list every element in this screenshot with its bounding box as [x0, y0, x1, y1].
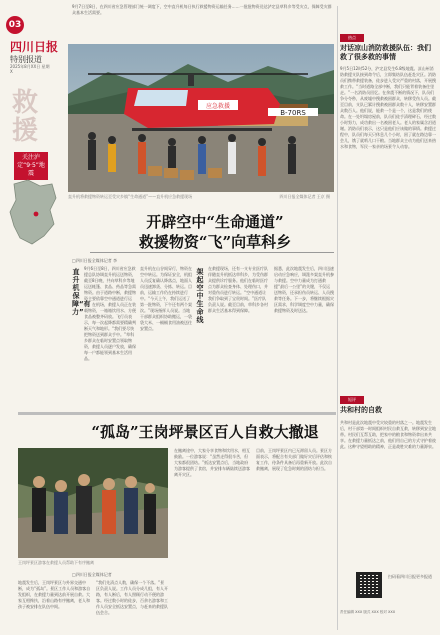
photo-caption: 直升机将救援物资转运至受灾乡镇“生命通道”——直升机应急救援现场	[68, 194, 193, 199]
right-article-text: 9月5日12时52分，泸定县发生6.8级地震。凉山州消防救援支队接到命令后，立即集结队伍赶赴灾区。消防员们携带救援装备，徒步进入受灾严重的村落，开展搜救工作。“当时道路全部中断，我们只能背着装备往里走。”一名消防员回忆。在余震不断的情况下，队员们争分夺秒，从废墟中搜救被困群众，转移受伤人员。截至目前，支队已累计搜救被困群众数十人，转移安置群众数百人。他们说，能救一个是一个，这是我们的使命。在一处坍塌房屋前，队员们徒手清理碎石，经过数小时努力，成功救出一名被困老人。老人的家属含泪道谢。消防员们表示，这只是他们应该做的事情。救援过程中，队员们每天只休息几个小时，困了就在路边靠一会儿，饿了就啃几口干粮。当地群众主动为他们送来热水和食物，军民一家亲的场景令人动容。	[340, 66, 436, 149]
article-column-4: 据悉，此次地震发生后，四川迅速启动应急响应，调派多架直升机参与救援。空中力量成为打通救援“最后一公里”的关键，不仅运送物资，还承担伤员转运、人员搜救等任务。下一步，将继续根据灾区需求，科学调度空中力量，确保救援物资及时送达。	[274, 266, 334, 313]
heli-registration: B-70RS	[280, 109, 306, 117]
helicopter-photo	[68, 44, 334, 192]
issue-date: 2025年8月XX日 星期X	[10, 64, 50, 74]
paper-name: 四川日报	[10, 40, 59, 54]
section-big-char-2: 援	[12, 116, 39, 146]
right-section-tag-2: 短评	[340, 396, 364, 404]
article-column-2: 直升机在山谷间穿行，物资在空中转运。为保证安全，机组人员反复确认降落点，地面人员迅速卸货、分拣、转运。目前，运输工作仍在持续进行中。“今天上午，我们运送了第一批物资，下午还有两个架次。”现场指挥人员说。当地干部群众组织协助搬运，一袋袋大米、一桶桶食用油被送往安置点。	[140, 266, 192, 331]
qr-code-icon[interactable]	[356, 572, 382, 598]
special-report-label: 特别报道	[10, 55, 42, 64]
headline-secondary: “孤岛”王岗坪景区百人自救大撤退	[91, 423, 319, 441]
page-number-badge: 03	[6, 16, 24, 34]
byline: □四川日报全媒体记者 李	[72, 258, 118, 263]
qr-label: 扫码看四川日报更多报道	[388, 574, 432, 579]
headline-line-1: 开辟空中“生命通道”	[146, 213, 284, 231]
evacuation-photo	[18, 448, 168, 558]
editor-credits: 责任编辑 XXX 版式 XXX 校对 XXX	[340, 610, 396, 614]
topic-tag: 关注泸定“9·5”地震	[14, 152, 48, 180]
right-article-title: 对话凉山消防救援队伍：我们救了很多救的事情	[340, 44, 431, 61]
headline-main	[90, 212, 340, 252]
article-column-1: 9月6日至8日，四川省应急救援总队协调直升机运送物资，截至8日晚，共向草科乡等地运送帐篷、食品、药品等急需物资。由于道路中断，救援物资主要依靠空中通道进行运输。在机场，救援人员正在装载物资，一箱箱饮用水、方便食品被整齐码放。飞行员表示，每一次起降都需要精确判断天气和地形。“我们要尽快把物资送到群众手中。”草科乡群众在临时安置点领取物资，救援人员逐户发放，确保每一户都能领到基本生活用品。	[84, 266, 136, 361]
intro-text: 9月7日至8日，在四川省应急管理部门统一调度下，空中直升机每日执行救援物资运输任务……一批批物资送达泸定县草科乡等受灾点，保障受灾群众基本生活需要。	[72, 4, 332, 15]
subhead-vertical-a: 直升机保障“有力”	[72, 268, 91, 316]
article2-column-4: 目前，王岗坪景区内已无滞留人员。景区方面表示，将配合有关部门做好灾后评估和恢复工作，待条件具备后再重新开放。此次自救撤离，展现了危急时刻的团结与担当。	[256, 448, 332, 471]
subhead-vertical-b: 架起空中生命线	[196, 268, 204, 324]
divider	[90, 252, 334, 253]
byline-2: □四川日报全媒体记者	[72, 572, 112, 577]
heli-side-text: 应急救援	[205, 103, 231, 110]
article2-column-2: “我们先清点人数，确保一个不落。”景区负责人说。工作人员分成几组，有人开路，有人断后，有人照顾行动不便的游客。经过数小时的徒步，百余名游客和工作人员安全抵达安置点，与赶来的救援队伍会合。	[96, 580, 168, 615]
article2-column-1: 地震发生后，王岗坪景区与外界交通中断，成为“孤岛”。景区工作人员和游客自发组织，在救援力量到达前开展自救。大家互相搀扶，沿着山路有序撤离，老人和孩子被安排在队伍中间。	[18, 580, 91, 609]
photo-caption-2: 王岗坪景区游客在救援人员帮助下有序撤离	[18, 560, 94, 565]
region-map-icon	[6, 178, 60, 248]
article-column-3: 在救援现场，还有一支专业医疗队伴随直升机抵达草科乡，为受伤群众提供诊疗服务。他们在临时医疗点为群众检查身体、处理伤口，并对重伤员进行转运。“空中通道让我们争取到了宝贵时间。”医疗队负责人说。截至目前，草科乡各村群众生活基本得到保障。	[208, 266, 268, 313]
right-article-text-2: 共和村是此次地震中受灾较重的村落之一。地震发生后，村干部第一时间组织村民自救互救，转移到安全地带。村民们互帮互助，把家中的粮食和物资拿出来共享。在救援力量抵达之前，他们用自己的方式守护着彼此。这种守望相助的精神，正是战胜灾难的力量源泉。	[340, 420, 436, 449]
section-big-char-1: 救	[12, 88, 39, 118]
column-divider	[337, 6, 338, 630]
article2-column-3: 在撤离途中，大家分享食物和饮用水，相互鼓励。一位游客说：“虽然走得很辛苦，但大家都很团结。”抵达安置点后，当地政府为游客提供了食宿，并安排车辆陆续送游客离开灾区。	[174, 448, 250, 477]
right-section-tag: 热点	[340, 34, 364, 42]
right-article-title-2: 共和村的自救	[340, 406, 382, 414]
headline-line-2: 救援物资“飞”向草科乡	[138, 233, 292, 251]
photo-credit: 四川日报全媒体记者 王京 摄	[279, 194, 330, 199]
section-divider-bar	[18, 412, 336, 415]
